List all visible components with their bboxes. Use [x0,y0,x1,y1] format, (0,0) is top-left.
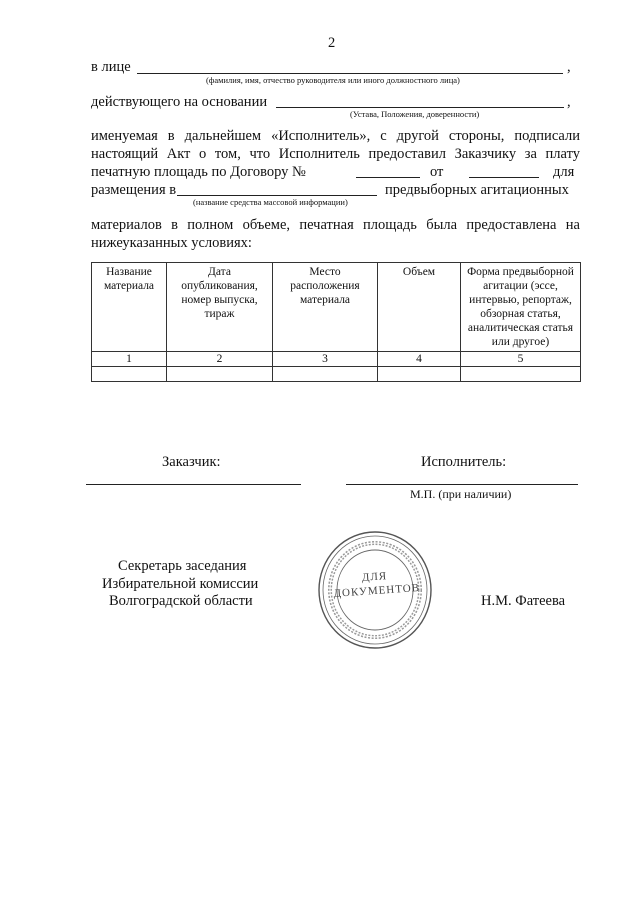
secretary-line-3: Волгоградской области [109,593,253,609]
page-number: 2 [328,35,336,51]
table-cell [273,367,378,382]
contract-date-field [469,177,539,178]
body-line-3-start: печатную площадь по Договору № [91,164,306,180]
table-cell [167,367,273,382]
media-name-hint: (название средства массовой информации) [193,197,348,207]
body-line-4-start: размещения в [91,182,177,198]
column-number: 4 [378,352,461,367]
body-line-3-from: от [430,164,444,180]
secretary-line-1: Секретарь заседания [118,558,247,574]
executor-label: Исполнитель: [421,454,507,470]
stamp-text: ДЛЯ ДОКУМЕНТОВ [333,570,421,600]
basis-comma: , [567,94,571,110]
column-number: 3 [273,352,378,367]
in-person-field [137,73,563,74]
executor-signature-line [346,484,578,485]
media-name-field [177,195,377,196]
customer-signature-line [86,484,301,485]
official-stamp [317,530,433,650]
contract-number-field [356,177,420,178]
header-publication-date: Дата опубликования, номер выпуска, тираж [167,263,273,352]
table-number-row [92,352,581,367]
body-line-3-end: для [553,164,575,180]
header-volume: Объем [378,263,461,352]
basis-label: действующего на основании [91,94,268,110]
basis-hint: (Устава, Положения, доверенности) [350,109,480,119]
table-header-row [92,263,581,352]
body-line-5: материалов в полном объеме, печатная площадь была предоставлена на [91,217,580,233]
header-material-name: Название материала [92,263,167,352]
column-number: 5 [461,352,581,367]
secretary-line-2: Избирательной комиссии [102,576,259,592]
in-person-comma: , [567,59,571,75]
materials-table [91,262,581,382]
secretary-name: Н.М. Фатеева [481,593,566,609]
header-location: Место расположения материала [273,263,378,352]
header-agitation-form: Форма предвыборной агитации (эссе, интервью, репортаж, обзорная статья, аналитическая статья или другое) [461,263,581,352]
seal-note: М.П. (при наличии) [410,487,512,501]
body-line-4-end: предвыборных агитационных [385,182,569,198]
table-cell [378,367,461,382]
table-row [92,367,581,382]
customer-label: Заказчик: [162,454,221,470]
body-line-2: настоящий Акт о том, что Исполнитель предоставил Заказчику за плату [91,146,580,162]
table-cell [92,367,167,382]
column-number: 2 [167,352,273,367]
table-cell [461,367,581,382]
in-person-hint: (фамилия, имя, отчество руководителя или иного должностного лица) [206,75,460,85]
in-person-label: в лице [91,59,131,75]
body-line-6: нижеуказанных условиях: [91,235,252,251]
column-number: 1 [92,352,167,367]
body-line-1: именуемая в дальнейшем «Исполнитель», с другой стороны, подписали [91,128,580,144]
basis-field [276,107,564,108]
